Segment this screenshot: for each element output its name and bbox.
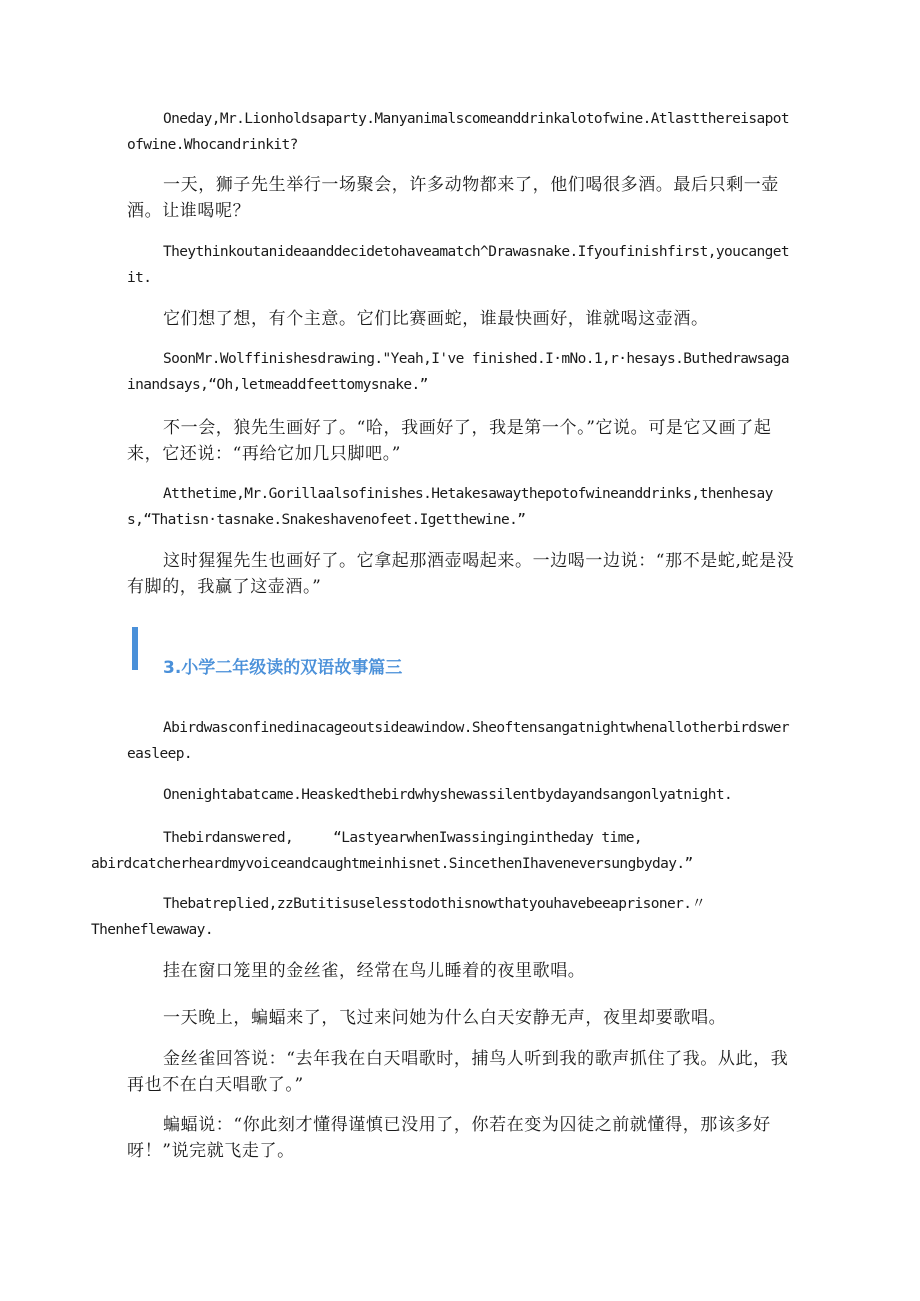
section-heading-accent-bar: [132, 627, 138, 670]
story2-paragraph-en-1: Oneday,Mr.Lionholdsaparty.Manyanimalscomeanddrinkalotofwine.Atlastthereisapotofwine.Whocandrinkit?: [127, 111, 789, 153]
story3-paragraph-en-4: [91, 891, 797, 943]
story2-paragraph-zh-1: 一天，狮子先生举行一场聚会，许多动物都来了，他们喝很多酒。最后只剩一壶酒。让谁喝呢？: [127, 175, 779, 221]
story3-paragraph-en-3: [91, 825, 797, 877]
story3-paragraph-zh-1: 挂在窗口笼里的金丝雀，经常在鸟儿睡着的夜里歌唱。: [163, 961, 586, 981]
story2-paragraph-zh-2: 它们想了想，有个主意。它们比赛画蛇，谁最快画好，谁就喝这壶酒。: [163, 309, 709, 329]
story2-paragraph-en-2: Theythinkoutanideaanddecidetohaveamatch^Drawasnake.Ifyoufinishfirst,youcangetit.: [127, 244, 789, 286]
story3-paragraph-en-3-cont: abirdcatcherheardmyvoiceandcaughtmeinhisnet.SincethenIhaveneversungbyday.”: [91, 856, 693, 872]
story3-paragraph-en-1: Abirdwasconfinedinacageoutsideawindow.Sheoftensangatnightwhenallotherbirdswereasleep.: [127, 720, 789, 762]
story3-paragraph-zh-3: 金丝雀回答说：“去年我在白天唱歌时，捕鸟人听到我的歌声抓住了我。从此，我再也不在白天唱歌了。”: [127, 1049, 789, 1095]
story3-paragraph-en-4-lead: Thebatreplied,zzButitisuselesstodothisnowthatyouhavebeeaprisoner.〃: [163, 896, 706, 912]
story3-paragraph-en-3-quote: “LastyearwhenIwassingingintheday time,: [333, 830, 643, 846]
story3-paragraph-en-4-cont: Thenheflewaway.: [91, 922, 213, 938]
story3-paragraph-en-3-lead: Thebirdanswered,: [163, 830, 294, 846]
story2-paragraph-en-4: Atthetime,Mr.Gorillaalsofinishes.Hetakesawaythepotofwineanddrinks,thenhesays,“Thatisn·tasnake.Snakeshavenofeet.Igetthewine.”: [127, 486, 773, 528]
story3-paragraph-zh-2: 一天晚上，蝙蝠来了，飞过来问她为什么白天安静无声，夜里却要歌唱。: [163, 1008, 727, 1028]
story2-paragraph-zh-3: 不一会，狼先生画好了。“哈，我画好了，我是第一个。”它说。可是它又画了起来，它还说：“再给它加几只脚吧。”: [127, 418, 772, 464]
story3-paragraph-en-2: Onenightabatcame.Heaskedthebirdwhyshewassilentbydayandsangonlyatnight.: [163, 787, 733, 803]
story3-paragraph-zh-4: 蝙蝠说：“你此刻才懂得谨慎已没用了，你若在变为囚徒之前就懂得，那该多好呀！”说完就飞走了。: [127, 1115, 771, 1161]
section-heading: 3.小学二年级读的双语故事篇三: [163, 658, 403, 678]
story2-paragraph-zh-4: 这时猩猩先生也画好了。它拿起那酒壶喝起来。一边喝一边说：“那不是蛇,蛇是没有脚的，我赢了这壶酒。”: [127, 551, 795, 597]
story2-paragraph-en-3: SoonMr.Wolffinishesdrawing."Yeah,I've finished.I·mNo.1,r·hesays.Buthedrawsagainandsays,“Oh,letmeaddfeettomysnake.”: [127, 351, 789, 393]
